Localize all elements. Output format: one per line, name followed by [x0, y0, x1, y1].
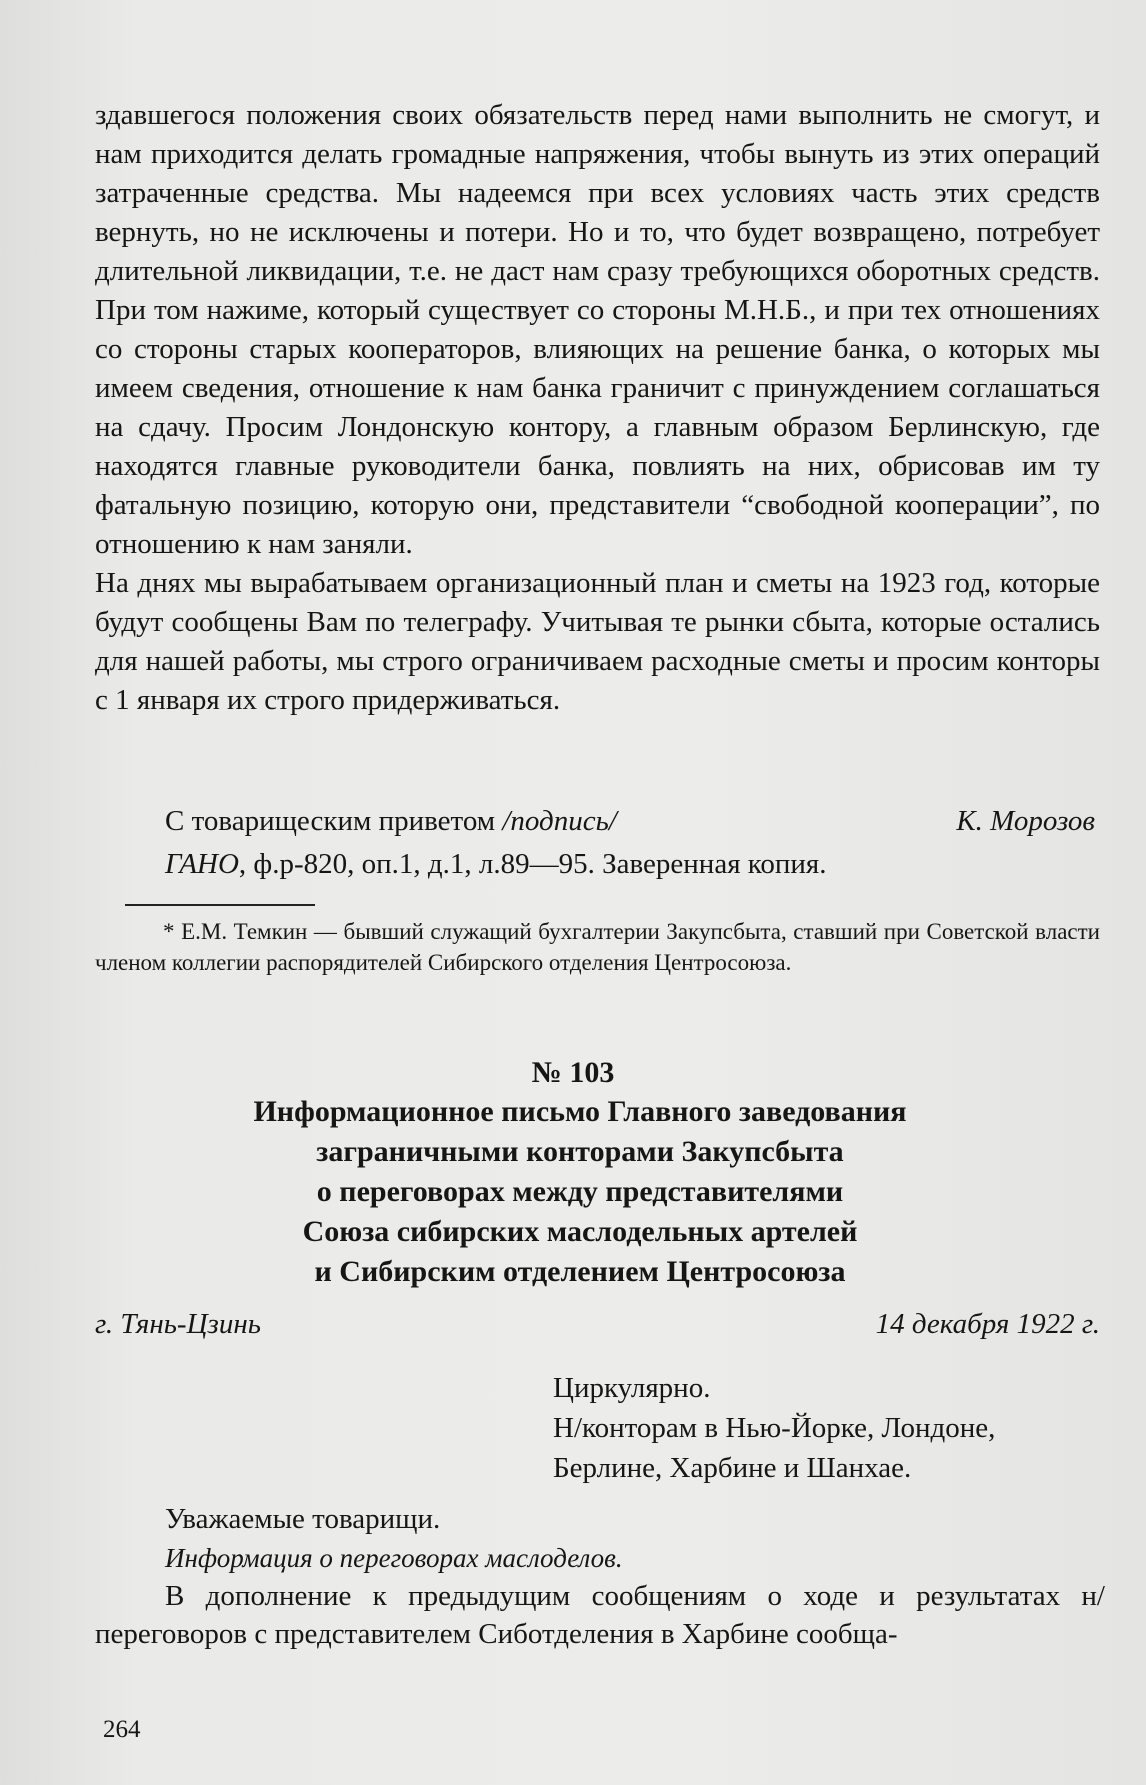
subject-line: Информация о переговорах маслоделов. [165, 1543, 623, 1573]
date: 14 декабря 1922 г. [875, 1308, 1100, 1340]
title-line-3: о переговорах между представителями [316, 1175, 844, 1208]
archive-source: ГАНО [165, 848, 239, 880]
footnote-text: * Е.М. Темкин — бывший служащий бухгалтерии Закупсбыта, ставший при Советской власти членом коллегии распорядителей Сибирского отделения Центросоюза. [95, 919, 1100, 975]
title-line-4: Союза сибирских маслодельных артелей [302, 1215, 858, 1248]
archive-reference [165, 845, 827, 884]
closing-paragraph [95, 1577, 1105, 1653]
circular-line-2: Н/конторам в Нью-Йорке, Лондоне, [553, 1412, 996, 1444]
salutation: Уважаемые товарищи. [165, 1503, 441, 1535]
paragraph-2: На днях мы вырабатываем организационный план и сметы на 1923 год, которые будут сообщены Вам по телеграфу. Учитывая те рынки сбыта, которые остались для нашей работы, мы строго ограничиваем расходные сметы и просим конторы с 1 января их строго придерживаться. [95, 567, 1100, 716]
signature-line [165, 802, 1095, 841]
paragraph-continuation [95, 96, 1100, 720]
archive-details: , ф.р-820, оп.1, д.1, л.89—95. Заверенная копия. [238, 848, 827, 880]
circular-line-1: Циркулярно. [553, 1372, 711, 1404]
footnote [95, 916, 1100, 978]
circular-line-3: Берлине, Харбине и Шанхае. [553, 1452, 912, 1484]
document-number: № 103 [531, 1056, 615, 1089]
circular-addressees [553, 1368, 995, 1488]
title-line-5: и Сибирским отделением Центросоюза [314, 1255, 846, 1288]
place: г. Тянь-Цзинь [95, 1308, 261, 1340]
title-line-1: Информационное письмо Главного заведования [253, 1095, 907, 1128]
footnote-divider [125, 904, 315, 906]
place-date-line [95, 1305, 1100, 1344]
document-title [230, 1092, 930, 1292]
signature-note: /подпись/ [502, 805, 617, 837]
paragraph-1: здавшегося положения своих обязательств перед нами выполнить не смогут, и нам приходится делать громадные напряжения, чтобы вынуть из этих операций затраченные средства. Мы надеемся при всех условиях часть этих средств вернуть, но не исключены и потери. Но и то, что будет возвращено, потребует длительной ликвидации, т.е. не даст нам сразу требующихся оборотных средств. При том нажиме, который существует со стороны М.Н.Б., и при тех отношениях со стороны старых кооператоров, влияющих на решение банка, о которых мы имеем сведения, отношение к нам банка граничит с принуждением соглашаться на сдачу. Просим Лондонскую контору, а главным образом Берлинскую, где находятся главные руководители банка, повлиять на них, обрисовав им ту фатальную позицию, которую они, представители “свободной кооперации”, по отношению к нам заняли. [95, 99, 1100, 560]
signer-name: К. Морозов [956, 805, 1095, 837]
page-number: 264 [103, 1716, 141, 1743]
paragraph-3: В дополнение к предыдущим сообщениям о ходе и результатах н/переговоров с представителем Сиботделения в Харбине сообща- [95, 1580, 1105, 1650]
greeting: С товарищеским приветом [165, 805, 496, 837]
title-line-2: заграничными конторами Закупсбыта [316, 1135, 844, 1168]
